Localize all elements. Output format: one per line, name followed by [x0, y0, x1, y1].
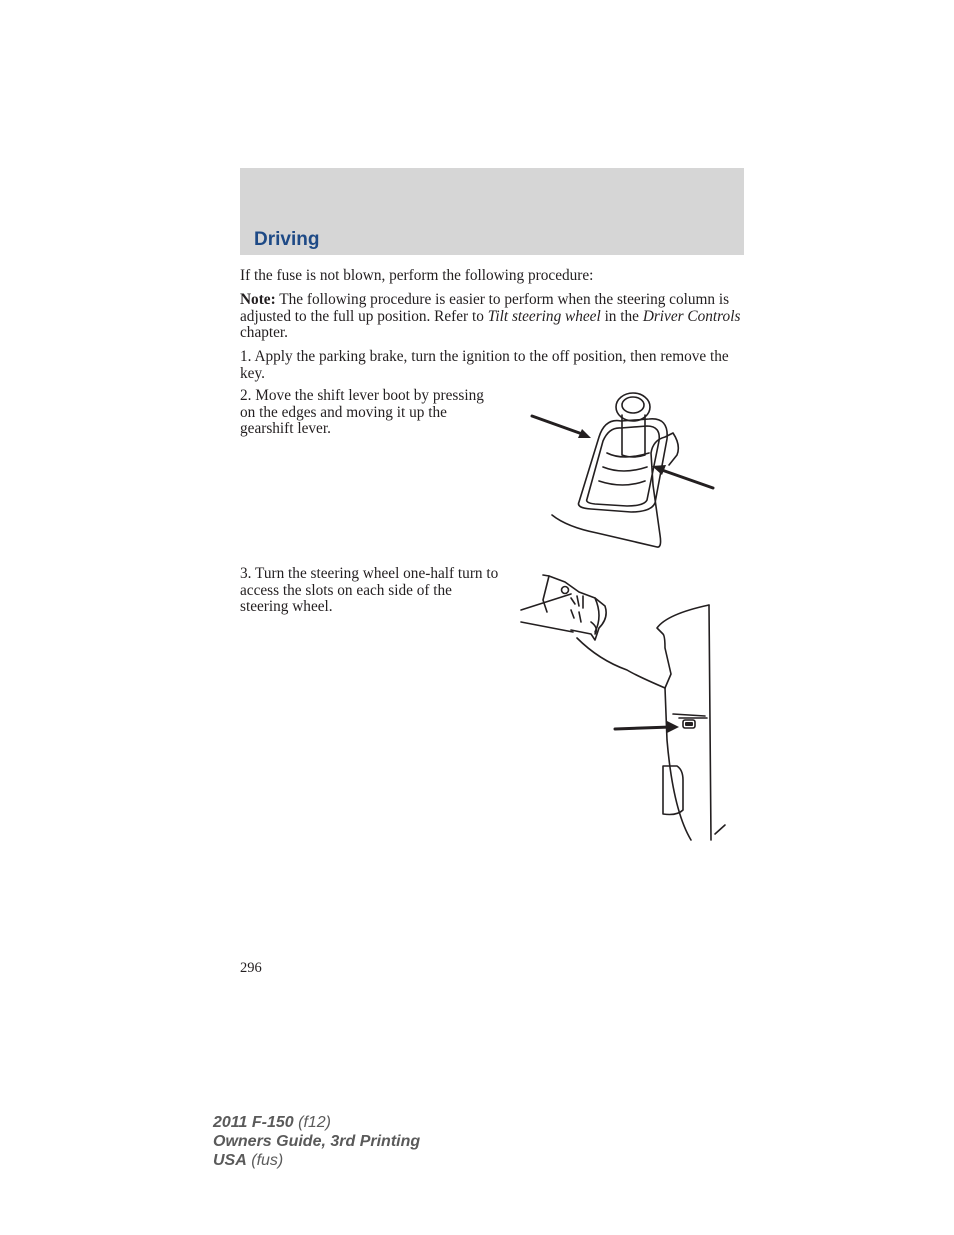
- note-ref-tilt-steering-wheel: Tilt steering wheel: [487, 307, 601, 325]
- footer-market-code: (fus): [251, 1152, 284, 1169]
- footer-guide: Owners Guide, 3rd Printing: [213, 1133, 421, 1150]
- section-title: Driving: [254, 229, 320, 250]
- footer-model-code: (f12): [298, 1114, 332, 1131]
- footer-market: USA: [213, 1152, 247, 1169]
- shift-lever-boot-illustration: [527, 385, 719, 553]
- boot-inner-rim: [587, 426, 660, 506]
- column-shroud-top: [657, 605, 709, 688]
- steering-column-slot-illustration: [519, 570, 731, 860]
- page-number: 296: [240, 960, 262, 976]
- note-text-a: The following procedure is easier to perform when the steering column is adjusted to the full up position. Refer to: [240, 291, 730, 325]
- arrow-right-shaft: [659, 469, 713, 488]
- note-paragraph: [240, 292, 748, 342]
- document-footer: [213, 1113, 420, 1170]
- step-2: 2. Move the shift lever boot by pressing on the edges and moving it up the gearshift lever.: [240, 387, 484, 437]
- intro-paragraph: If the fuse is not blown, perform the following procedure:: [240, 267, 594, 284]
- note-text-c: chapter.: [240, 324, 288, 341]
- slot-arrow-shaft: [615, 727, 671, 729]
- stalk-bottom-edge: [521, 622, 573, 632]
- column-shroud-right: [709, 605, 711, 840]
- arrow-right-head: [652, 465, 666, 475]
- note-text-b: in the: [604, 307, 639, 325]
- column-shroud-left: [665, 688, 691, 840]
- step-1: 1. Apply the parking brake, turn the ignition to the off position, then remove the key.: [240, 348, 729, 382]
- footer-model-line: [213, 1113, 420, 1132]
- note-ref-driver-controls: Driver Controls: [642, 307, 741, 325]
- boot-folds: [599, 453, 649, 485]
- wiper-icon: [562, 587, 569, 594]
- stalk-detail-marks: [571, 596, 583, 622]
- footer-model: 2011 F-150: [213, 1114, 294, 1131]
- footer-market-line: [213, 1151, 420, 1170]
- arrow-left-shaft: [532, 416, 585, 435]
- column-cover-panel: [663, 766, 683, 815]
- note-label: Note:: [240, 291, 276, 308]
- console-outline: [552, 433, 678, 547]
- stalk-to-column: [577, 638, 665, 688]
- section-header-band: [240, 168, 744, 255]
- slot-arrow-head: [667, 721, 679, 733]
- step-3: 3. Turn the steering wheel one-half turn to access the slots on each side of the steering wheel.: [240, 565, 499, 615]
